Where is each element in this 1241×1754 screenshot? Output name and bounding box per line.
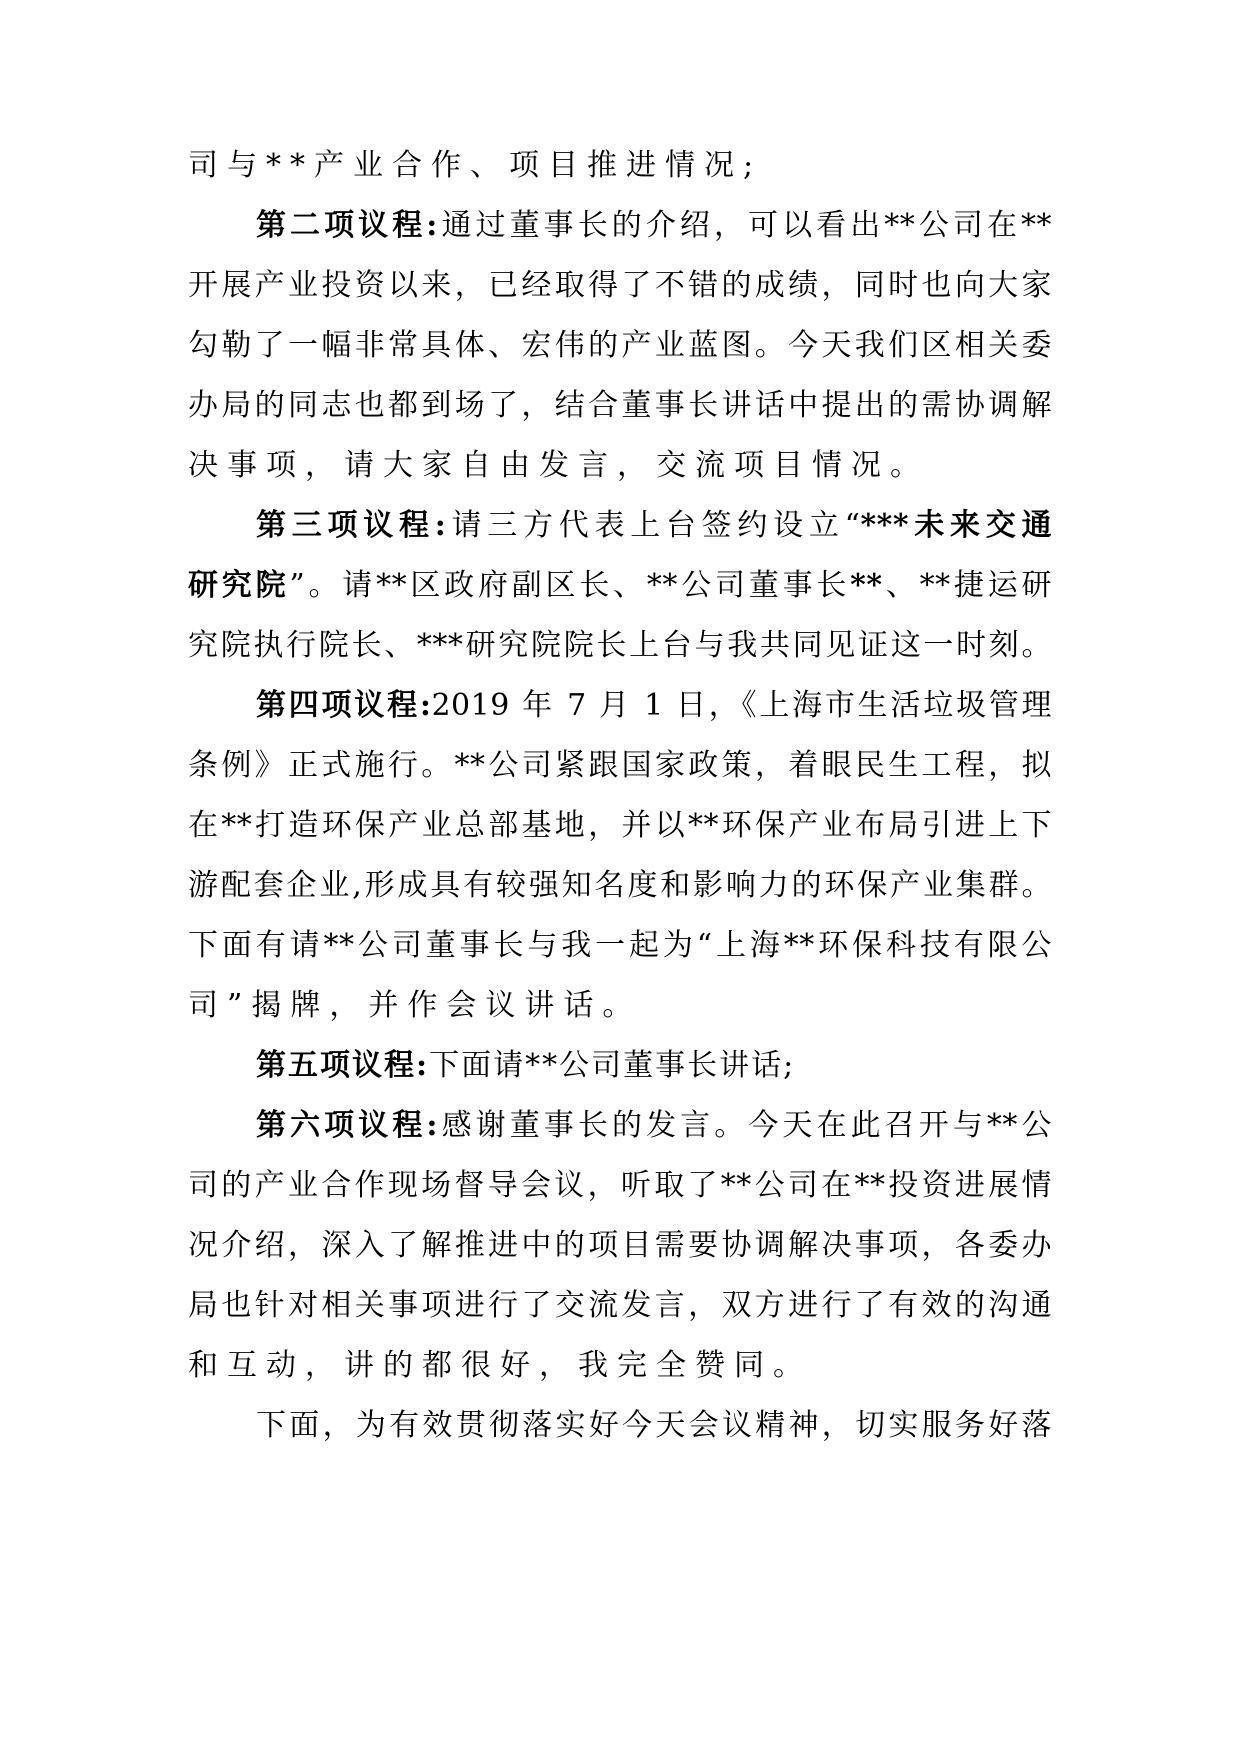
text-line — [188, 316, 1052, 376]
text-line — [188, 556, 1052, 616]
agenda-item-2 — [256, 196, 1052, 256]
agenda-label: 第三项议程: — [256, 508, 447, 543]
text-line — [188, 136, 1052, 196]
chairman-name: ** — [850, 568, 883, 603]
text-line — [188, 616, 1052, 676]
line-text: 请三方代表上台签约设立“ — [446, 508, 861, 543]
line-text: 下面有请**公司董事长与我一起为“上海**环保科技有限公 — [188, 928, 1052, 963]
agenda-item-4 — [256, 676, 1052, 736]
line-text: 司”揭牌，并作会议讲话。 — [188, 988, 642, 1023]
agenda-item-3 — [256, 496, 1052, 556]
agenda-label: 第六项议程: — [256, 1108, 438, 1143]
line-text: 司的产业合作现场督导会议，听取了**公司在**投资进展情 — [188, 1168, 1052, 1203]
institute-name: 研究院 — [188, 568, 290, 603]
text-line — [188, 256, 1052, 316]
line-text: 况介绍，深入了解推进中的项目需要协调解决事项，各委办 — [188, 1228, 1052, 1263]
text-line — [188, 376, 1052, 436]
line-text: 勾勒了一幅非常具体、宏伟的产业蓝图。今天我们区相关委 — [188, 328, 1052, 363]
text-line — [188, 976, 1052, 1036]
line-text: 开展产业投资以来，已经取得了不错的成绩，同时也向大家 — [188, 268, 1052, 303]
line-text: 游配套企业,形成具有较强知名度和影响力的环保产业集群。 — [188, 868, 1052, 903]
line-text: 在**打造环保产业总部基地，并以**环保产业布局引进上下 — [188, 808, 1052, 843]
agenda-label: 第二项议程: — [256, 208, 438, 243]
line-text: 通过董事长的介绍，可以看出**公司在** — [437, 208, 1053, 243]
line-text: ”。请**区政府副区长、**公司董事长 — [289, 568, 851, 603]
text-line — [188, 1276, 1052, 1336]
line-text: 局也针对相关事项进行了交流发言，双方进行了有效的沟通 — [188, 1288, 1052, 1323]
agenda-item-6 — [256, 1096, 1052, 1156]
institute-name: ***未来交通 — [860, 508, 1052, 543]
agenda-item-5 — [256, 1036, 1052, 1096]
line-text: 感谢董事长的发言。今天在此召开与**公 — [438, 1108, 1053, 1143]
text-line — [256, 1396, 1052, 1456]
text-line — [188, 916, 1052, 976]
agenda-label: 第四项议程: — [256, 688, 432, 723]
line-text: 办局的同志也都到场了，结合董事长讲话中提出的需协调解 — [188, 388, 1052, 423]
agenda-label: 第五项议程: — [256, 1048, 430, 1083]
text-line — [188, 1336, 1052, 1396]
text-line — [188, 856, 1052, 916]
line-text: 下面，为有效贯彻落实好今天会议精神，切实服务好落 — [256, 1408, 1052, 1443]
text-line — [188, 796, 1052, 856]
line-text: 2019 年 7 月 1 日，《上海市生活垃圾管理 — [431, 688, 1053, 723]
line-text: 决事项，请大家自由发言，交流项目情况。 — [188, 448, 929, 483]
text-line — [188, 736, 1052, 796]
text-line — [188, 436, 1052, 496]
text-line — [188, 1216, 1052, 1276]
line-text: 司与**产业合作、项目推进情况; — [188, 148, 763, 183]
text-line — [188, 1156, 1052, 1216]
line-text: 、**捷运研 — [882, 568, 1052, 603]
line-text: 和互动，讲的都很好，我完全赞同。 — [188, 1348, 812, 1383]
line-text: 条例》正式施行。**公司紧跟国家政策，着眼民生工程，拟 — [188, 748, 1052, 783]
line-text: 下面请**公司董事长讲话; — [429, 1048, 796, 1083]
line-text: 究院执行院长、***研究院院长上台与我共同见证这一时刻。 — [188, 628, 1052, 663]
